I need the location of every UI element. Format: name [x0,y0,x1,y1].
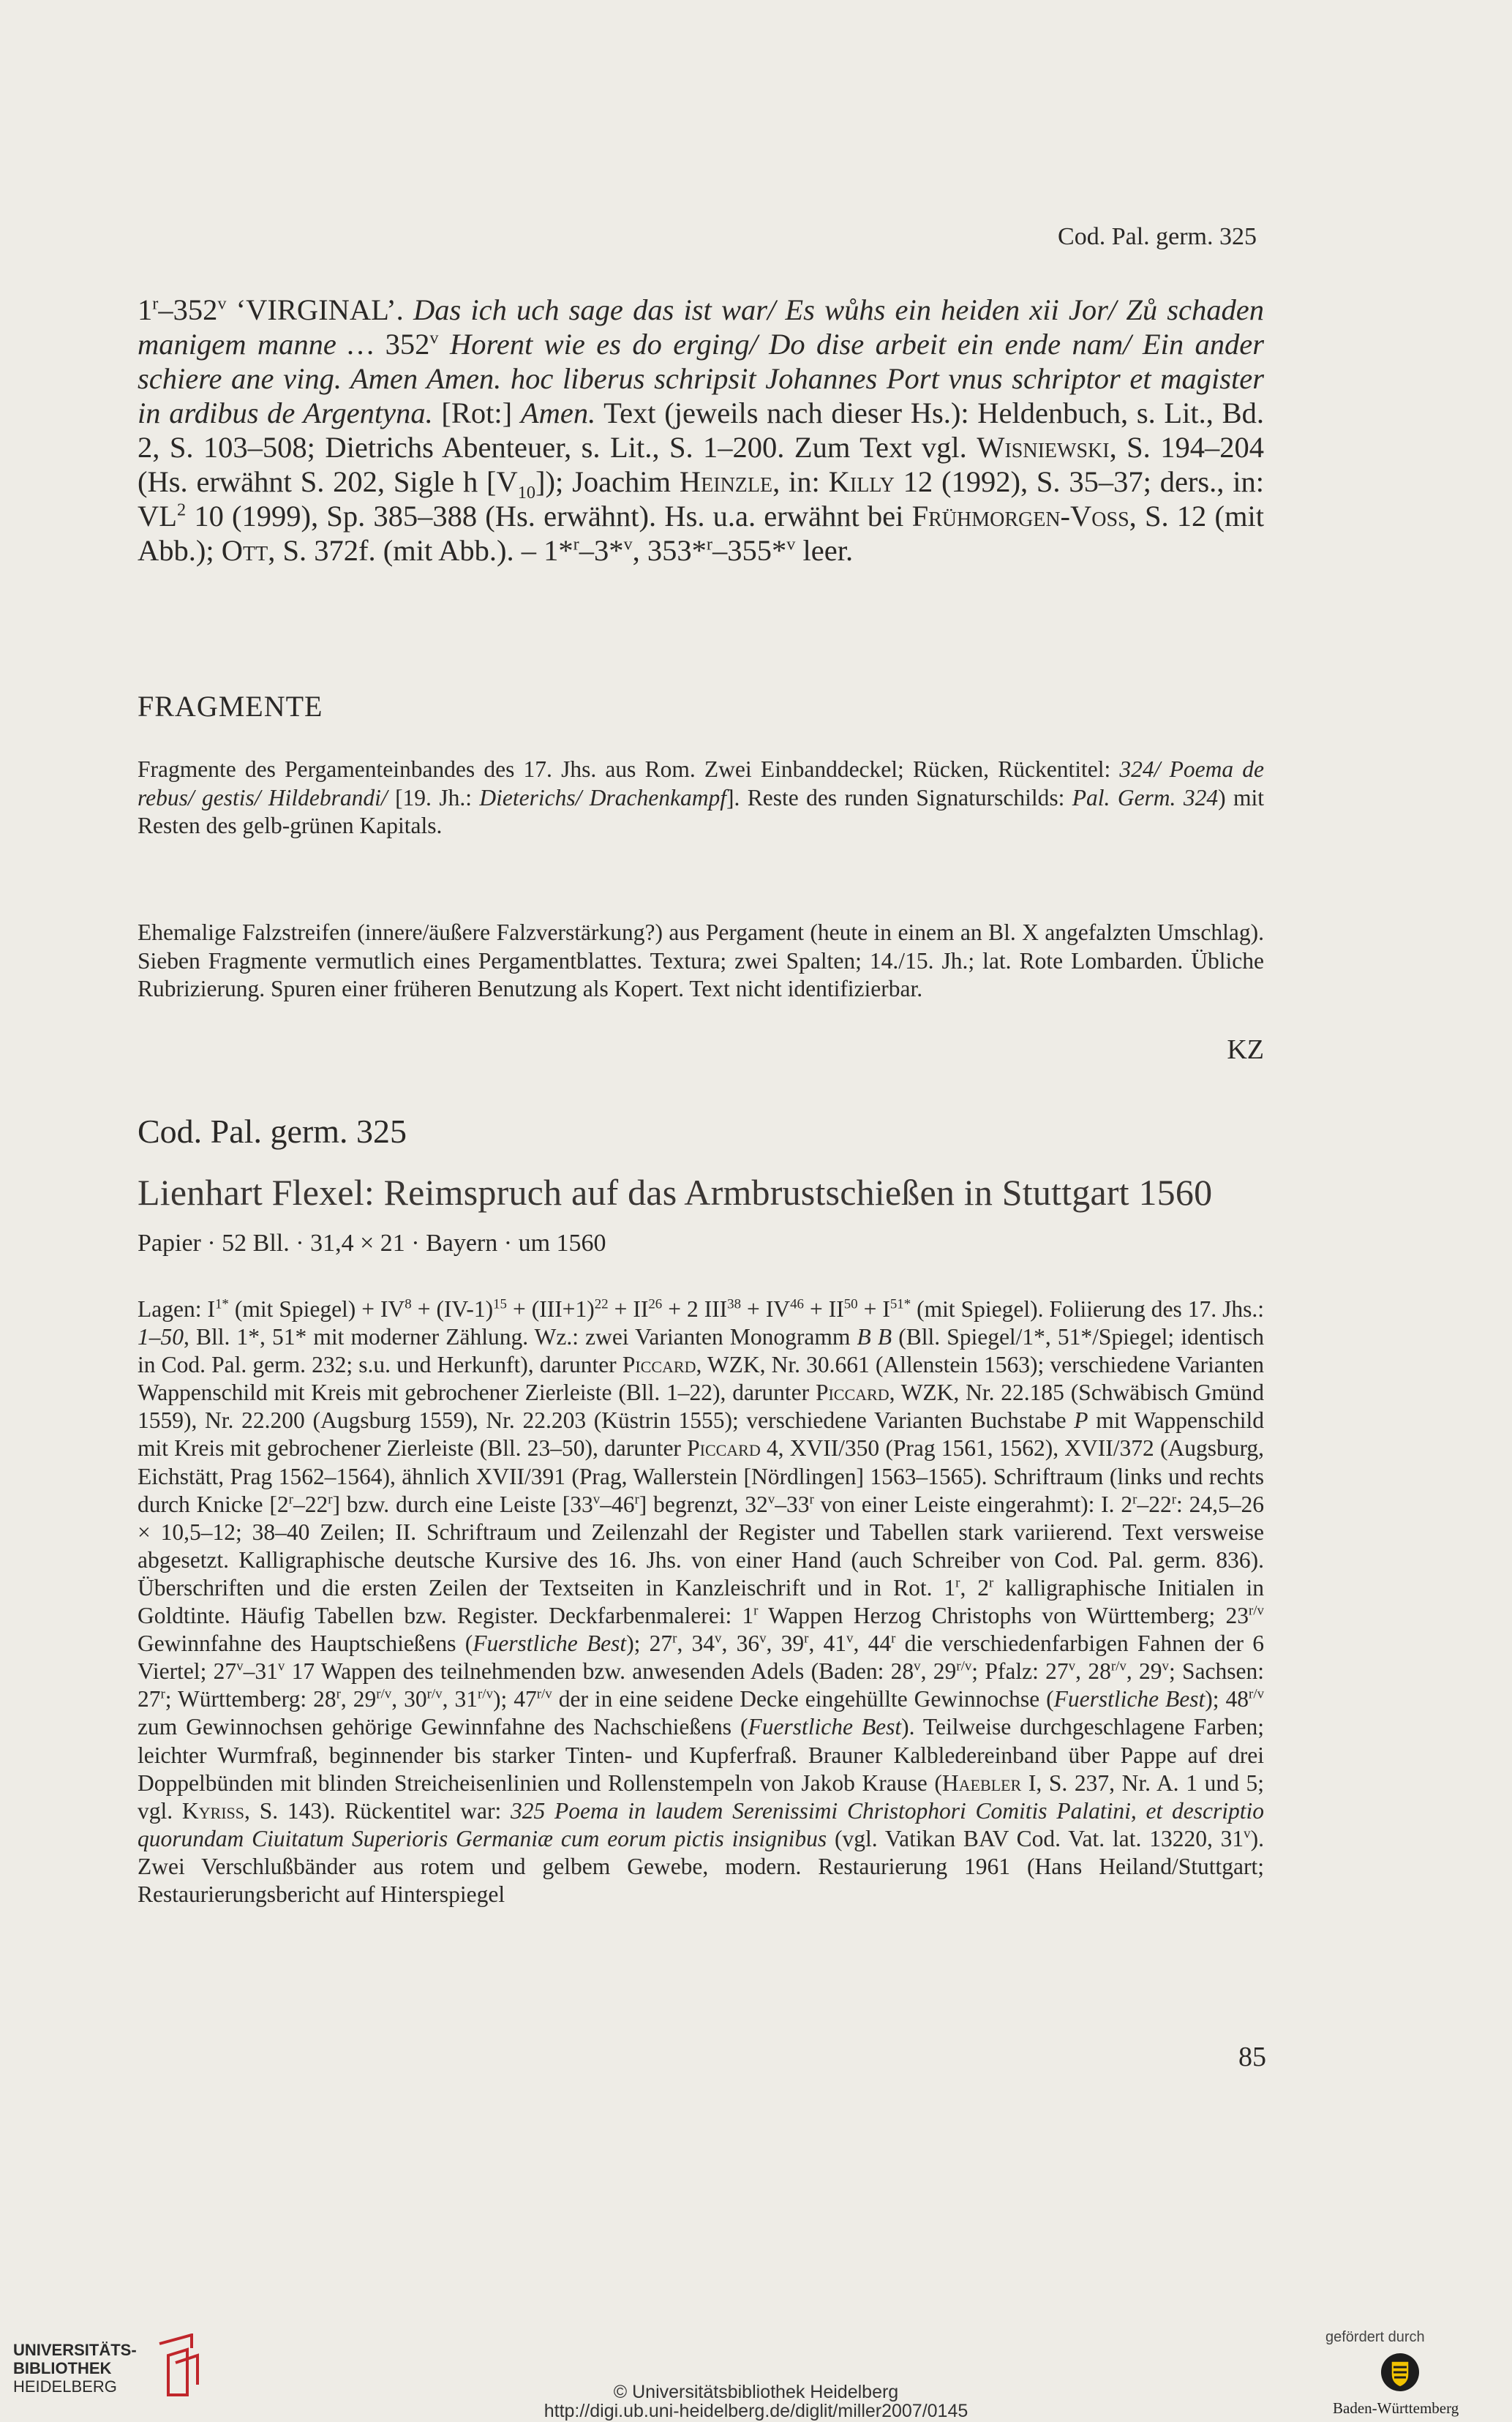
description-segment: (mit Spiegel) + IV [228,1296,405,1322]
description-segment: –46 [600,1491,635,1517]
description-segment: Haebler [941,1770,1022,1796]
description-segment: r [336,1686,341,1702]
description-segment: Fuerstliche Best [748,1714,902,1740]
section-heading-fragmente: FRAGMENTE [138,690,323,723]
description-segment: v [277,1658,285,1674]
description-segment: (vgl. Vatikan BAV Cod. Vat. lat. 13220, 31 [827,1825,1244,1851]
description-segment: , S. 143). Rückentitel war: [244,1797,511,1824]
entry-shelfmark: Cod. Pal. germ. 325 [138,1113,407,1150]
permalink-url[interactable]: http://digi.ub.uni-heidelberg.de/diglit/miller2007/0145 [544,2401,968,2421]
description-segment: r/v [536,1686,552,1702]
description-segment: 4, XVII/350 (Prag 1561, 1562), XVII/372 (Augsburg, Eichstätt, Prag 1562–1564), ähnlich XVII/391 (Prag, Wallerstein [Nördlingen] 1563–1565). Schriftraum (links und rechts durch Knicke [2 [138,1435,1264,1517]
description-segment: + IV [741,1296,791,1322]
description-segment: r/v [956,1658,972,1674]
description-segment: ). Zwei Verschlußbänder aus rotem und gelbem Gewebe, modern. Restaurierung 1961 (Hans Heiland/Stuttgart; Restaurierungsbericht auf Hinterspiegel [138,1825,1264,1907]
description-segment: 1* [214,1296,229,1312]
description-segment: r [891,1631,896,1647]
running-head: Cod. Pal. germ. 325 [1058,223,1257,250]
description-segment: B B [857,1324,892,1350]
description-segment: , 31 [442,1686,478,1712]
description-segment: –22 [293,1491,328,1517]
description-segment: r [160,1686,165,1702]
description-segment: ; Sachsen: 27 [138,1658,1265,1712]
description-segment: ). Teilweise durchgeschlagene Farben; leichter Wurmfraß, beginnender bis starker Tinten- und Kupferfraß. Brauner Kalbledereinband über Pappe auf drei Doppelbünden mit blinden Streicheisenlinien und Rollenstempeln von Jakob Krause ( [138,1714,1264,1796]
description-segment: –31 [243,1658,278,1685]
description-segment: 50 [843,1296,858,1312]
description-segment: I, S. 237, Nr. A. 1 und 5; vgl. [138,1770,1265,1824]
description-segment: r [989,1575,994,1591]
description-segment: 325 Poema in laudem Serenissimi Christophori Comitis Palatini, et descriptio quorundam Ciuitatum Superioris Germaniæ cum eorum pictis insignibus [138,1797,1264,1851]
description-segment: , 30 [391,1686,427,1712]
description-segment: v [767,1492,775,1508]
description-segment: 1–50 [138,1324,184,1350]
description-segment: r/v [376,1686,392,1702]
description-segment: r [753,1603,759,1619]
description-segment: , 44 [853,1631,892,1657]
description-segment: Piccard [622,1352,696,1378]
description-segment: Piccard [687,1435,761,1462]
description-segment: 15 [493,1296,507,1312]
description-segment: ); 48 [1205,1686,1249,1712]
description-segment: , 28 [1075,1658,1111,1685]
description-segment: Fuerstliche Best [473,1631,627,1657]
entry-title: Lienhart Flexel: Reimspruch auf das Armbrustschießen in Stuttgart 1560 [138,1172,1213,1213]
description-segment: 38 [727,1296,742,1312]
description-segment: v [846,1631,854,1647]
description-segment: (mit Spiegel). Foliierung des 17. Jhs.: [911,1296,1264,1322]
description-segment: + (IV-1) [411,1296,494,1322]
description-segment: , 29 [920,1658,957,1685]
description-segment: Wappen Herzog Christophs von Württemberg; 23 [758,1603,1249,1629]
description-segment: + (III+1) [506,1296,595,1322]
description-segment: r [1171,1492,1176,1508]
description-segment: r/v [478,1686,493,1702]
description-segment: , 36 [721,1631,760,1657]
description-segment: , Bll. 1*, 51* mit moderner Zählung. Wz.: zwei Varianten Monogramm [184,1324,857,1350]
description-segment: r [809,1492,814,1508]
description-segment: mit Wappenschild mit Kreis mit gebrochener Zierleiste (Bll. 23–50), darunter [138,1407,1264,1462]
description-segment: Gewinnfahne des Hauptschießens ( [138,1631,473,1657]
description-segment: von einer Leiste eingerahmt): I. 2 [813,1491,1133,1517]
description-segment: 17 Wappen des teilnehmenden bzw. anwesenden Adels (Baden: 28 [285,1658,914,1685]
description-segment: v [593,1492,601,1508]
description-segment: –22 [1137,1491,1172,1517]
entry-description [138,1295,1264,1908]
funded-by-label: gefördert durch [1325,2329,1425,2345]
description-segment: + II [803,1296,844,1322]
description-segment: –33 [775,1491,810,1517]
description-segment: 26 [648,1296,663,1312]
description-segment: der in eine seidene Decke eingehüllte Gewinnochse ( [552,1686,1054,1712]
description-segment: , 2 [960,1574,990,1601]
library-logo-text[interactable]: UNIVERSITÄTS- BIBLIOTHEK HEIDELBERG [13,2341,137,2396]
description-segment: v [759,1631,767,1647]
description-segment: ; Württemberg: 28 [165,1686,336,1712]
description-segment: , WZK, Nr. 30.661 (Allenstein 1563); verschiedene Varianten Wappenschild mit Kreis mit gebrochener Zierleiste (Bll. 1–22), darunter [138,1352,1265,1406]
description-segment: : 24,5–26 × 10,5–12; 38–40 Zeilen; II. Schriftraum und Zeilenzahl der Register und Tabellen stark variierend. Text versweise abgesetzt. Kalligraphische deutsche Kursive des 16. Jhs. von einer Hand (auch Schreiber von Cod. Pal. germ. 836). Überschriften und die ersten Zeilen der Textseiten in Kanzleischrift und in Rot. 1 [138,1491,1264,1601]
description-segment: , 41 [808,1631,847,1657]
description-segment: (Bll. Spiegel/1*, 51*/Spiegel; identisch in Cod. Pal. germ. 232; s.u. und Herkunft), darunter [138,1324,1264,1378]
baden-wuerttemberg-emblem-icon [1379,2351,1421,2393]
description-segment: Fuerstliche Best [1053,1686,1206,1712]
entry-text-virginal: 1$^r$–352$^v$ ‘VIRGINAL’. Das ich uch sage das ist war/ Es wůhs ein heiden xii Jor/ Zů schaden manigem manne … 352$^v$ Horent wie es do erging/ Do dise arbeit ein ende nam/ Ein ander schiere ane ving. Amen Amen. hoc liberus schripsit Johannes Port vnus schriptor et magister in ardibus de Argentyna. [Rot:] Amen. Text (jeweils nach dieser Hs.): Heldenbuch, s. Lit., Bd. 2, S. 103–508; Dietrichs Abenteuer, s. Lit., S. 1–200. Zum Text vgl. Wisniewski, S. 194–204 (Hs. erwähnt S. 202, Sigle h $[V_{10}]$); Joachim Heinzle, in: Killy 12 (1992), S. 35–37; ders., in: $VL^2$ 10 (1999), Sp. 385–388 (Hs. erwähnt). Hs. u.a. erwähnt bei Frühmorgen-Voss, S. 12 (mit Abb.); Ott, S. 372f. (mit Abb.). – 1*$^r$–3*$^v$, 353*$^r$–355*$^v$ leer. [138,293,1265,567]
page-number: 85 [1238,2042,1266,2072]
description-segment: v [1162,1658,1169,1674]
description-segment: ] begrenzt, 32 [639,1491,768,1517]
description-segment: r [328,1492,333,1508]
description-segment: kalligraphische Initialen in Goldtinte. Häufig Tabellen bzw. Register. Deckfarbenmalerei: 1 [138,1574,1265,1629]
description-segment: ); 27 [626,1631,673,1657]
description-segment: Lagen: I [138,1296,215,1322]
description-segment: + 2 III [662,1296,728,1322]
description-segment: , 34 [677,1631,715,1657]
fragmente-paragraph-1: Fragmente des Pergamenteinbandes des 17. Jhs. aus Rom. Zwei Einbanddeckel; Rücken, Rückentitel: 324/ Poema de rebus/ gestis/ Hildebrandi/ [19. Jh.: Dieterichs/ Drachenkampf]. Reste des runden Signaturschilds: Pal. Germ. 324) mit Resten des gelb-grünen Kapitals. [138,756,1264,838]
description-segment: r/v [426,1686,443,1702]
description-segment: + II [608,1296,649,1322]
description-segment: r/v [1110,1658,1127,1674]
description-segment: P [1074,1407,1088,1434]
description-segment: ; Pfalz: 27 [971,1658,1069,1685]
footer [0,2319,1512,2422]
description-segment: , 29 [340,1686,377,1712]
description-segment: 8 [405,1296,412,1312]
description-segment: r [288,1492,293,1508]
description-segment: v [1244,1826,1251,1842]
description-segment: , 39 [766,1631,805,1657]
description-segment: 51* [889,1296,911,1312]
copyright-notice: © Universitätsbibliothek Heidelberg [613,2382,899,2402]
fragmente-paragraph-2: Ehemalige Falzstreifen (innere/äußere Falzverstärkung?) aus Pergament (heute in einem an Bl. X angefalzten Umschlag). Sieben Fragmente vermutlich eines Pergamentblattes. Textura; zwei Spalten; 14./15. Jh.; lat. Rote Lombarden. Übliche Rubrizierung. Spuren einer früheren Benutzung als Kopert. Text nicht identifizierbar. [138,919,1264,1001]
description-segment: r [672,1631,677,1647]
description-segment: r/v [1249,1686,1265,1702]
description-segment: r [1132,1492,1137,1508]
description-segment: v [914,1658,921,1674]
description-segment: , 29 [1126,1658,1162,1685]
funder-name: Baden-Württemberg [1333,2399,1459,2417]
description-segment: r [955,1575,960,1591]
description-segment: ] bzw. durch eine Leiste [33 [332,1491,593,1517]
description-segment: die verschiedenfarbigen Fahnen der 6 Viertel; 27 [138,1631,1265,1685]
description-segment: + I [857,1296,890,1322]
description-segment: Kyriss [181,1797,245,1824]
description-segment: r [804,1631,809,1647]
description-segment: v [715,1631,722,1647]
description-segment: r [634,1492,639,1508]
description-segment: Piccard [815,1380,889,1406]
description-segment: v [1068,1658,1076,1674]
author-initials: KZ [1227,1034,1264,1065]
description-segment: r/v [1249,1603,1264,1619]
description-segment: , WZK, Nr. 22.185 (Schwäbisch Gmünd 1559), Nr. 22.200 (Augsburg 1559), Nr. 22.203 (Küstrin 1555); verschiedene Varianten Buchstabe [138,1380,1264,1434]
entry-meta: Papier · 52 Bll. · 31,4 × 21 · Bayern · um 1560 [138,1230,606,1257]
description-segment: 46 [790,1296,804,1312]
description-segment: v [236,1658,244,1674]
description-segment: zum Gewinnochsen gehörige Gewinnfahne des Nachschießens ( [138,1714,748,1740]
description-segment: 22 [594,1296,609,1312]
description-segment: ); 47 [493,1686,537,1712]
